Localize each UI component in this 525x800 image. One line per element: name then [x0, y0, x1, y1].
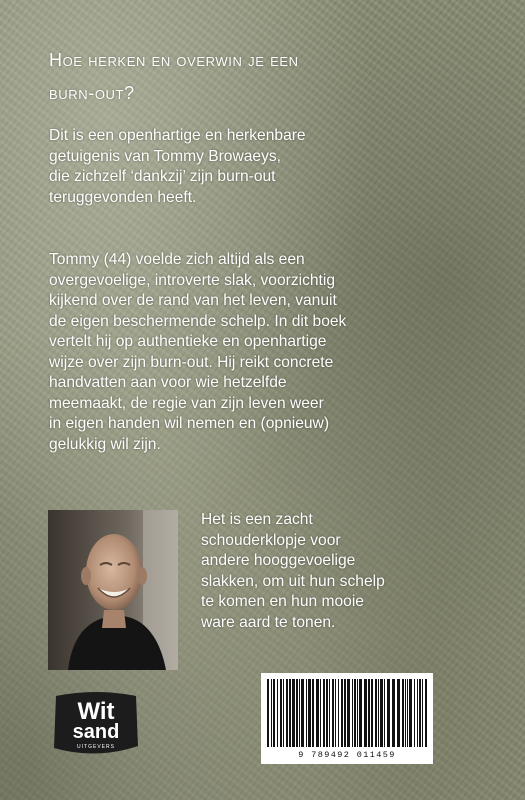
- barcode-bar: [384, 679, 385, 747]
- barcode-bar: [344, 679, 346, 747]
- barcode-bar: [308, 679, 311, 747]
- blurb-line: Tommy (44) voelde zich altijd als een: [49, 251, 305, 268]
- barcode-bars: [261, 673, 433, 753]
- author-portrait-illustration: [48, 510, 178, 670]
- barcode-bar: [425, 679, 427, 747]
- isbn-number: 9 789492 011459: [298, 750, 396, 760]
- barcode-bar: [332, 679, 334, 747]
- barcode-bar: [341, 679, 343, 747]
- barcode-bar: [414, 679, 415, 747]
- blurb-line: wijze over zijn burn-out. Hij reikt concrete: [49, 353, 334, 371]
- barcode-bar: [357, 679, 358, 747]
- barcode-bar: [354, 679, 356, 747]
- barcode-bar: [273, 679, 275, 747]
- barcode-bar: [397, 679, 400, 747]
- barcode-bar: [352, 679, 353, 747]
- barcode-bar: [371, 679, 373, 747]
- barcode-bar: [364, 679, 367, 747]
- blurb-line: de eigen beschermende schelp. In dit boek: [49, 312, 347, 330]
- barcode-bar: [375, 679, 377, 747]
- closing-line: te komen en hun mooie: [201, 593, 364, 610]
- barcode-bar: [296, 679, 298, 747]
- barcode-bar: [301, 679, 304, 747]
- intro-line: getuigenis van Tommy Browaeys,: [49, 147, 281, 165]
- barcode-bar: [417, 679, 418, 747]
- barcode-bar: [312, 679, 314, 747]
- barcode-bar: [409, 679, 412, 747]
- barcode-bar: [271, 679, 272, 747]
- blurb-line: in eigen handen wil nemen en (opnieuw): [49, 415, 330, 432]
- intro-line: die zichzelf ‘dankzij’ zijn burn-out: [49, 168, 276, 185]
- barcode-bar: [359, 679, 362, 747]
- publisher-badge-icon: [52, 690, 140, 758]
- barcode-bar: [338, 679, 339, 747]
- barcode-bar: [329, 679, 330, 747]
- isbn-barcode: [261, 673, 433, 764]
- barcode-bar: [320, 679, 321, 747]
- barcode-bar: [392, 679, 395, 747]
- barcode-bar: [306, 679, 307, 747]
- barcode-bar: [326, 679, 328, 747]
- blurb-line: handvatten aan voor wie hetzelfde: [49, 374, 287, 391]
- barcode-bar: [323, 679, 325, 747]
- barcode-bar: [419, 679, 421, 747]
- barcode-bar: [402, 679, 404, 747]
- blurb-paragraph: [49, 250, 346, 455]
- title-line: Hoe herken en overwin je een: [49, 50, 299, 70]
- closing-line: slakken, om uit hun schelp: [201, 572, 385, 590]
- barcode-bar: [280, 679, 282, 747]
- logo-word-1: Wit: [77, 698, 115, 725]
- barcode-bar: [405, 679, 406, 747]
- barcode-bar: [292, 679, 295, 747]
- barcode-bar: [289, 679, 291, 747]
- barcode-bar: [407, 679, 408, 747]
- closing-line: andere hooggevoelige: [201, 552, 356, 569]
- blurb-line: gelukkig wil zijn.: [49, 435, 161, 453]
- blurb-line: overgevoelige, introverte slak, voorzichtig: [49, 271, 336, 289]
- author-photo: [48, 510, 178, 670]
- closing-paragraph: [201, 510, 385, 633]
- logo-word-2: sand: [72, 721, 120, 743]
- title-line: burn-out?: [49, 83, 135, 103]
- intro-line: teruggevonden heeft.: [49, 188, 197, 206]
- barcode-bar: [267, 679, 269, 747]
- barcode-bar: [368, 679, 370, 747]
- closing-line: ware aard te tonen.: [201, 613, 336, 631]
- closing-line: Het is een zacht: [201, 511, 313, 528]
- barcode-bar: [277, 679, 278, 747]
- blurb-line: meemaakt, de regie van zijn leven weer: [49, 394, 324, 412]
- blurb-line: kijkend over de rand van het leven, vanuit: [49, 292, 337, 309]
- barcode-bar: [316, 679, 319, 747]
- barcode-bar: [335, 679, 336, 747]
- barcode-bar: [347, 679, 350, 747]
- barcode-bar: [387, 679, 390, 747]
- barcode-bar: [286, 679, 288, 747]
- intro-paragraph: [49, 126, 306, 208]
- barcode-bar: [299, 679, 300, 747]
- barcode-bar: [422, 679, 423, 747]
- publisher-logo: [52, 690, 140, 758]
- book-question-title: [49, 44, 469, 110]
- closing-line: schouderklopje voor: [201, 531, 341, 549]
- barcode-bar: [378, 679, 379, 747]
- barcode-bar: [380, 679, 383, 747]
- intro-line: Dit is een openhartige en herkenbare: [49, 127, 306, 144]
- logo-tagline: UITGEVERS: [77, 744, 115, 750]
- blurb-line: vertelt hij op authentieke en openhartige: [49, 333, 327, 350]
- barcode-bar: [283, 679, 284, 747]
